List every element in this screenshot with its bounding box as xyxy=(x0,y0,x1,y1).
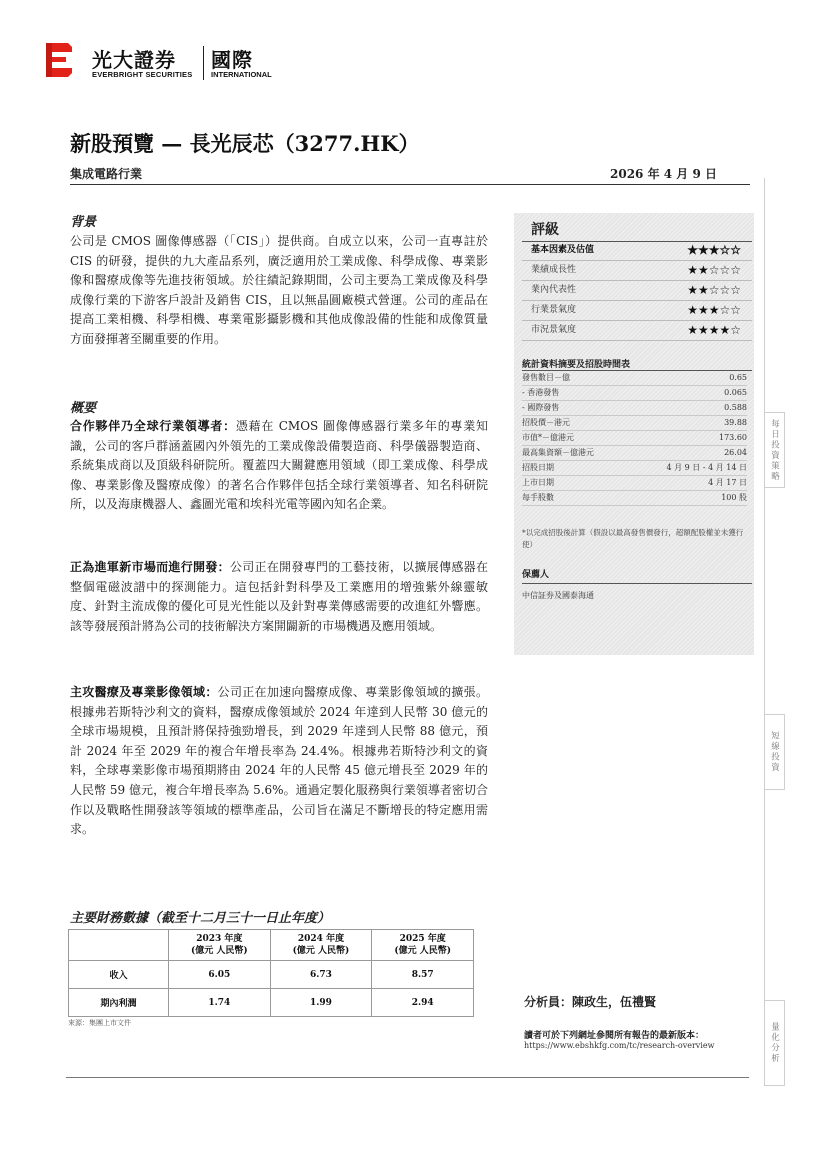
rating-divider xyxy=(522,340,752,341)
rating-row xyxy=(531,240,741,260)
paragraph-3-lead: 主攻醫療及專業影像領域： xyxy=(70,685,218,699)
table-corner xyxy=(69,930,169,961)
logo-brand-en: EVERBRIGHT SECURITIES xyxy=(92,70,193,79)
stats-label: 上市日期 xyxy=(522,478,554,487)
table-col-header: 2023 年度 (億元 人民幣) xyxy=(169,930,271,961)
paragraph-3-text: 公司正在加速向醫療成像、專業影像領域的擴張。根據弗若斯特沙利文的資料，醫療成像領域於 2024 年達到人民幣 30 億元的全球市場規模，且預計將保持強勁增長，到 2029 年達到人民幣 88 億元，預計 2024 年至 2029 年的複合年增長率為 24.4%。根據弗若斯特沙利文的資料，全球專業影像市場預期將由 2024 年的人民幣 45 億元增長至 2029 年的人民幣 59 億元，複合年增長率為 5.6%。通過定製化服務與行業領導者密切合作以及戰略性開發該等領域的標準產品，公司旨在滿足不斷增長的特定應用需求。 xyxy=(70,685,488,837)
stats-value: 0.65 xyxy=(729,373,747,382)
rating-label: 業內代表性 xyxy=(531,285,577,295)
stats-row xyxy=(522,371,747,385)
logo-brand-cn: 光大證券 xyxy=(92,48,176,72)
stats-value: 4 月 9 日 - 4 月 14 日 xyxy=(666,463,747,472)
stats-row xyxy=(522,476,747,490)
rating-row xyxy=(531,300,741,320)
paragraph-2-text: 公司正在開發專門的工藝技術，以擴展傳感器在整個電磁波譜中的探測能力。這包括針對科學及工業應用的增強紫外線靈敏度、針對主流成像的優化可見光性能以及針對專業傳感需要的改進紅外響應。該等發展預計將為公司的技術解決方案開闢新的市場機遇及應用領域。 xyxy=(70,560,488,633)
stats-divider xyxy=(522,505,747,506)
stats-label: 最高集資額－億港元 xyxy=(522,448,594,457)
stats-value: 0.065 xyxy=(724,388,747,397)
everbright-logo-icon xyxy=(44,41,76,79)
header-rule xyxy=(70,184,750,185)
table-row xyxy=(69,961,474,989)
research-url-link[interactable]: https://www.ebshkfg.com/tc/research-overview xyxy=(524,1041,715,1050)
table-cell: 6.73 xyxy=(270,961,372,989)
stats-row xyxy=(522,416,747,430)
background-text: 公司是 CMOS 圖像傳感器（「CIS」）提供商。自成立以來，公司一直專註於 CIS 的研發，提供的九大產品系列，廣泛適用於工業成像、科學成像、專業影像和醫療成像等先進技術領域。於往績記錄期間，公司主要為工業成像及科學成像行業的下游客戶設計及銷售 CIS，且以無晶圓廠模式營運。公司的產品在提高工業相機、科學相機、專業電影攝影機和其他成像設備的性能和成像質量方面發揮著至關重要的作用。 xyxy=(70,234,488,346)
tab-quant-analysis[interactable]: 量化分析 xyxy=(765,1000,785,1086)
background-heading: 背景 xyxy=(70,215,97,230)
logo-divider xyxy=(203,46,204,80)
stats-value: 173.60 xyxy=(719,433,747,442)
table-cell: 1.74 xyxy=(169,989,271,1017)
rating-stars: ★★☆☆☆ xyxy=(687,263,741,277)
footer-rule xyxy=(66,1077,749,1078)
rating-stars: ★★★★☆ xyxy=(687,323,741,337)
rating-label: 行業景氣度 xyxy=(531,305,577,315)
logo-intl-cn: 國際 xyxy=(211,48,253,72)
stats-value: 4 月 17 日 xyxy=(708,478,747,487)
table-col-header: 2024 年度 (億元 人民幣) xyxy=(270,930,372,961)
stats-value: 39.88 xyxy=(724,418,747,427)
rating-stars: ★★☆☆☆ xyxy=(687,283,741,297)
overview-paragraph-2 xyxy=(70,558,488,636)
paragraph-1-text: 憑藉在 CMOS 圖像傳感器行業多年的專業知識，公司的客戶群涵蓋國內外領先的工業成像設備製造商、科學儀器製造商、系統集成商以及頂級科研院所。覆蓋四大關鍵應用領域（即工業成像、科學成像、專業影像及醫療成像）的著名合作夥伴包括全球行業領導者、知名科研院所，以及海康機器人、鑫圖光電和埃科光電等國內知名企業。 xyxy=(70,419,488,512)
rating-stars: ★★★☆☆ xyxy=(687,303,741,317)
table-cell: 2.94 xyxy=(372,989,474,1017)
overview-heading: 概要 xyxy=(70,401,97,416)
table-cell: 1.99 xyxy=(270,989,372,1017)
table-row xyxy=(69,989,474,1017)
report-title: 新股預覽 — 長光辰芯（3277.HK） xyxy=(70,131,420,156)
stats-label: 發售數目－億 xyxy=(522,373,570,382)
stats-row xyxy=(522,461,747,475)
stats-value: 0.588 xyxy=(724,403,747,412)
stats-heading: 統計資料摘要及招股時間表 xyxy=(522,360,631,370)
tab-short-term[interactable]: 短線投資 xyxy=(765,714,785,790)
overview-paragraph-3 xyxy=(70,683,488,840)
rating-row xyxy=(531,320,741,340)
stats-row xyxy=(522,401,747,415)
tab-daily-strategy[interactable]: 每日投資策略 xyxy=(765,412,785,488)
rating-row xyxy=(531,260,741,280)
stats-label: 市值*－億港元 xyxy=(522,433,574,442)
stats-footnote: *以完成招股後計算（假設以最高發售價發行，超額配股權並未獲行使） xyxy=(522,528,744,549)
report-date: 2026 年 4 月 9 日 xyxy=(610,167,717,181)
stats-label: 招股日期 xyxy=(522,463,554,472)
overview-paragraph-1 xyxy=(70,417,488,515)
sponsor-heading: 保薦人 xyxy=(522,570,550,580)
table-cell: 6.05 xyxy=(169,961,271,989)
rating-stars: ★★★☆☆ xyxy=(687,243,741,257)
logo-intl-en: INTERNATIONAL xyxy=(211,70,272,79)
stats-row xyxy=(522,491,747,505)
row-label: 期內利潤 xyxy=(69,989,169,1017)
rating-label: 基本因素及估值 xyxy=(531,245,595,255)
stats-row xyxy=(522,446,747,460)
stats-value: 100 股 xyxy=(721,493,747,502)
row-label: 收入 xyxy=(69,961,169,989)
paragraph-1-lead: 合作夥伴乃全球行業領導者： xyxy=(70,419,236,433)
industry-label: 集成電路行業 xyxy=(70,167,143,181)
table-cell: 8.57 xyxy=(372,961,474,989)
stats-label: 每手股數 xyxy=(522,493,554,502)
financials-table xyxy=(68,929,474,1017)
sponsor-value: 中信証券及國泰海通 xyxy=(522,591,594,600)
rating-heading: 評級 xyxy=(531,222,559,238)
table-col-header: 2025 年度 (億元 人民幣) xyxy=(372,930,474,961)
table-source: 來源：集團上市文件 xyxy=(68,1019,131,1027)
readers-note: 讀者可於下列網址參閱所有報告的最新版本： xyxy=(524,1031,705,1041)
stats-row xyxy=(522,386,747,400)
financials-heading: 主要財務數據（截至十二月三十一日止年度） xyxy=(70,911,331,926)
table-header-row xyxy=(69,930,474,961)
stats-label: 招股價－港元 xyxy=(522,418,570,427)
analyst-names: 分析員：陳政生，伍禮賢 xyxy=(524,995,657,1009)
paragraph-2-lead: 正為進軍新市場而進行開發： xyxy=(70,560,230,574)
stats-label: - 國際發售 xyxy=(522,403,560,412)
stats-label: - 香港發售 xyxy=(522,388,560,397)
side-rule xyxy=(764,178,765,1086)
stats-value: 26.04 xyxy=(724,448,747,457)
rating-row xyxy=(531,280,741,300)
sponsor-rule xyxy=(522,583,752,584)
rating-label: 市況景氣度 xyxy=(531,325,577,335)
rating-label: 業績成長性 xyxy=(531,265,577,275)
stats-row xyxy=(522,431,747,445)
